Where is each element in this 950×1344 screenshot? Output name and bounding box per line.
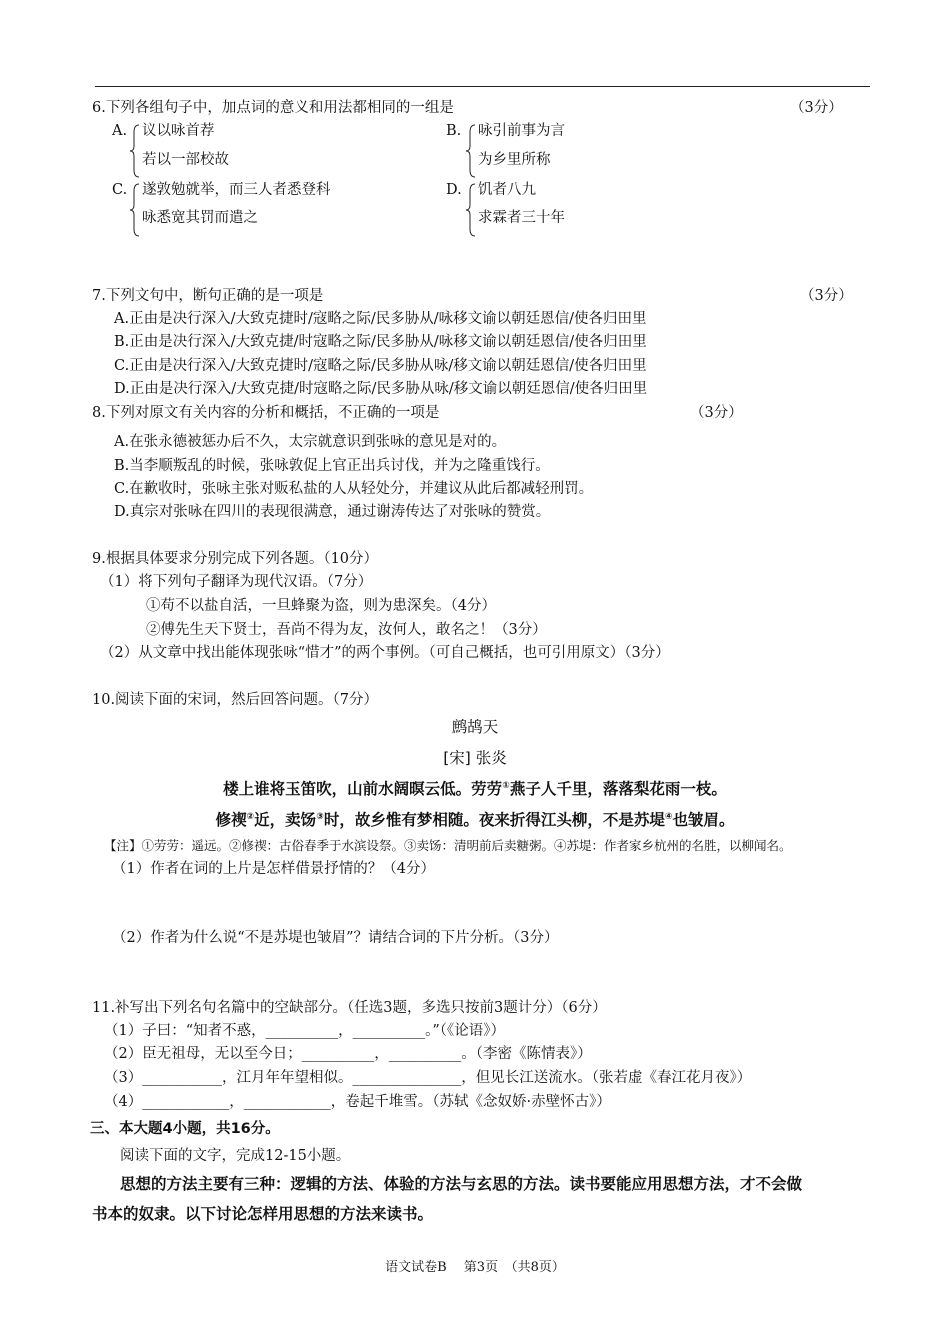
passage-line: 思想的方法主要有三种：逻辑的方法、体验的方法与玄思的方法。读书要能应用思想方法，才不会做	[120, 1175, 803, 1193]
q6-c1: 遂敦勉就举，而三人者悉登科	[142, 182, 331, 198]
q9-sentence1: ①苟不以盐自活，一旦蜂聚为盗，则为患深矣。（4分）	[146, 598, 496, 614]
q6-d-label: D.	[446, 182, 462, 198]
q10-stem: 10.阅读下面的宋词，然后回答问题。（7分）	[92, 692, 379, 708]
q11-item: （4）____________，____________，卷起千堆雪。（苏轼《念奴娇·赤壁怀古》）	[104, 1094, 611, 1110]
page-footer: 语文试卷B 第3页 （共8页）	[385, 1260, 565, 1275]
poem-text: 燕子人千里，落落梨花雨一枝。	[509, 780, 727, 798]
note-marker: ④	[664, 811, 673, 822]
poem-author: [宋] 张炎	[443, 749, 507, 767]
q11-stem: 11.补写出下列名句名篇中的空缺部分。（任选3题，多选只按前3题计分）（6分）	[92, 1000, 607, 1016]
q9-part1: （1）将下列句子翻译为现代汉语。（7分）	[100, 574, 373, 590]
brace-icon	[466, 124, 476, 178]
poem-line2	[0, 810, 950, 830]
q6-b2: 为乡里所称	[478, 152, 551, 168]
note-marker: ①	[502, 780, 510, 791]
q11-item: （2）臣无祖母，无以至今日；__________，__________。（李密《陈情表》）	[104, 1046, 592, 1062]
brace-icon	[466, 183, 476, 237]
q8-option: B.当李顺叛乱的时候，张咏敦促上官正出兵讨伐，并为之隆重饯行。	[114, 458, 550, 474]
q8-option: C.在歉收时，张咏主张对贩私盐的人从轻处分，并建议从此后都减轻刑罚。	[114, 481, 594, 497]
q10-part2: （2）作者为什么说“不是苏堤也皱眉”？请结合词的下片分析。（3分）	[112, 930, 559, 946]
q6-stem: 6.下列各组句子中，加点词的意义和用法都相同的一组是	[92, 100, 454, 116]
q7-option: B.正由是决行深入/大致克捷/时寇略之际/民多胁从/咏移文谕以朝廷恩信/使各归田里	[114, 334, 647, 350]
q8-score: （3分）	[690, 405, 743, 421]
q7-stem: 7.下列文句中，断句正确的是一项是	[92, 288, 324, 304]
poem-line1	[0, 779, 950, 799]
section3-intro: 阅读下面的文字，完成12-15小题。	[120, 1148, 351, 1164]
q6-a-label: A.	[112, 123, 128, 139]
q10-part1: （1）作者在词的上片是怎样借景抒情的？（4分）	[112, 861, 435, 877]
q6-a2: 若以一部校故	[142, 152, 229, 168]
poem-text: 时，故乡惟有梦相随。夜来折得江头柳，不是苏堤	[323, 811, 665, 829]
poem-text: 楼上谁将玉笛吹，山前水阔暝云低。劳劳	[223, 780, 503, 798]
poem-text: 近，卖饧	[254, 811, 317, 829]
q6-score: （3分）	[790, 100, 843, 116]
section3-heading: 三、本大题4小题，共16分。	[90, 1121, 280, 1137]
q6-a1: 议以咏首荐	[142, 123, 215, 139]
q7-option: D.正由是决行深入/大致克捷/时寇略之际/民多胁从咏/移文谕以朝廷恩信/使各归田里	[114, 381, 648, 397]
passage-line: 书本的奴隶。以下讨论怎样用思想的方法来读书。	[92, 1205, 434, 1223]
note-marker: ③	[316, 811, 324, 822]
brace-icon	[130, 124, 140, 178]
poem-text: 修禊	[215, 811, 247, 829]
q8-option: A.在张永德被惩办后不久，太宗就意识到张咏的意见是对的。	[114, 434, 507, 450]
header-rule	[95, 86, 870, 87]
q8-option: D.真宗对张咏在四川的表现很满意，通过谢涛传达了对张咏的赞赏。	[114, 504, 551, 520]
q11-item: （1）子曰：“知者不惑，__________，__________。”（《论语》）	[104, 1023, 506, 1039]
q6-c2: 咏悉宽其罚而遣之	[142, 210, 258, 226]
q7-score: （3分）	[800, 288, 853, 304]
q9-part2: （2）从文章中找出能体现张咏“惜才”的两个事例。（可自己概括，也可引用原文）（3分）	[100, 645, 670, 661]
q7-option: A.正由是决行深入/大致克捷时/寇略之际/民多胁从/咏移文谕以朝廷恩信/使各归田里	[114, 311, 647, 327]
brace-icon	[130, 183, 140, 237]
q6-b-label: B.	[446, 123, 462, 139]
q9-stem: 9.根据具体要求分别完成下列各题。（10分）	[92, 551, 379, 567]
q11-item: （3）___________，江月年年望相似。_______________，但见长江送流水。（张若虚《春江花月夜》）	[104, 1070, 752, 1086]
q9-sentence2: ②傅先生天下贤士，吾尚不得为友，汝何人，敢名之！（3分）	[146, 622, 547, 638]
q7-option: C.正由是决行深入/大致克捷时/寇略之际/民多胁从咏/移文谕以朝廷恩信/使各归田里	[114, 358, 647, 374]
poem-text: 也皱眉。	[672, 811, 735, 829]
q6-d2: 求霖者三十年	[478, 210, 565, 226]
q6-c-label: C.	[112, 182, 128, 198]
q8-stem: 8.下列对原文有关内容的分析和概括，不正确的一项是	[92, 405, 440, 421]
note-marker: ②	[246, 811, 255, 822]
poem-title: 鹧鸪天	[451, 718, 499, 736]
q6-b1: 咏引前事为言	[478, 123, 565, 139]
q6-d1: 饥者八九	[478, 182, 536, 198]
poem-note: 【注】①劳劳：遥远。②修禊：古俗春季于水滨设祭。③卖饧：清明前后卖糖粥。④苏堤：作者家乡杭州的名胜，以柳闻名。	[104, 838, 792, 853]
